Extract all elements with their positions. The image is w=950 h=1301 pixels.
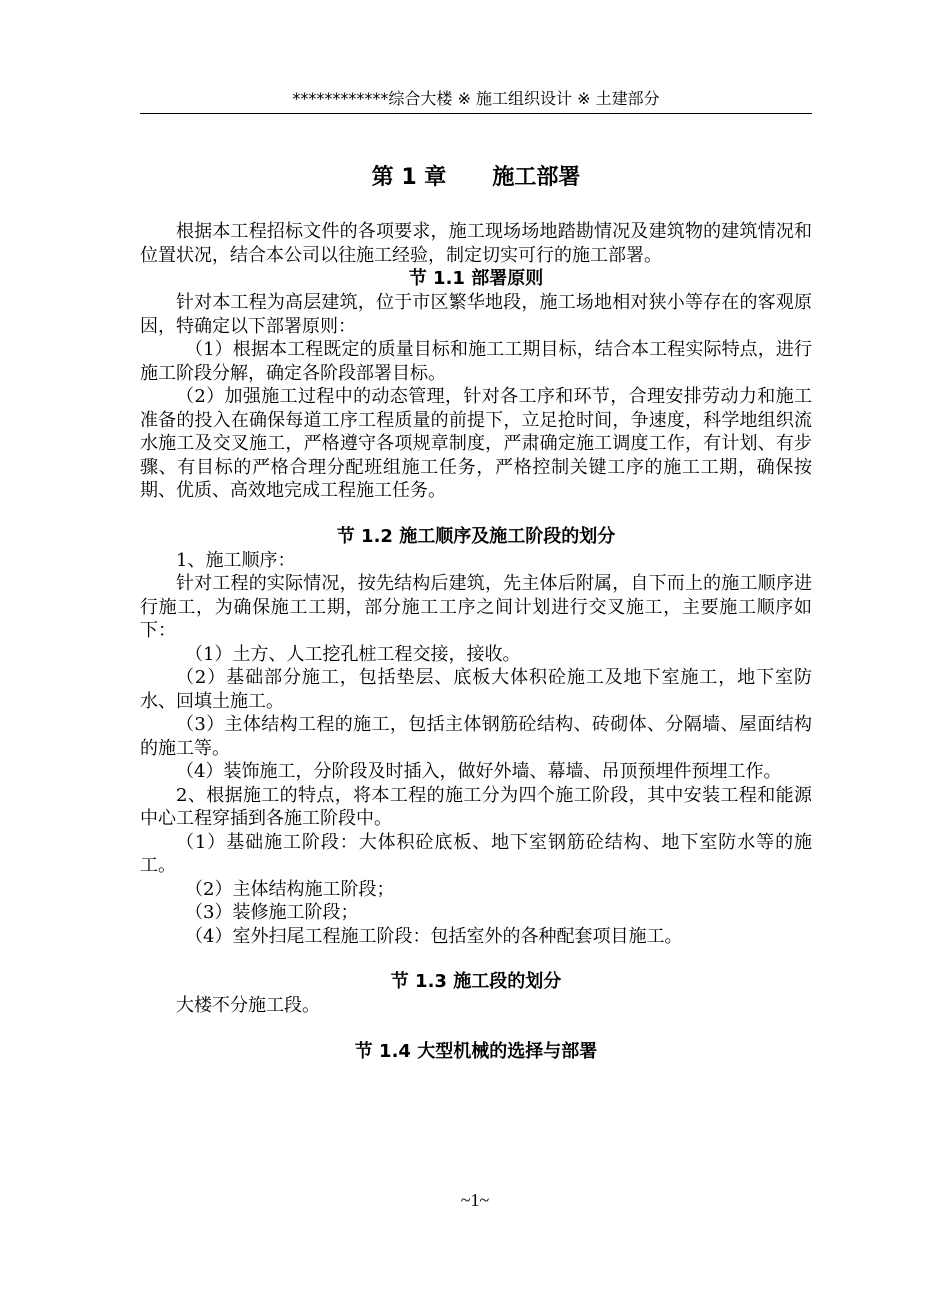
paragraph: 针对本工程为高层建筑，位于市区繁华地段，施工场地相对狭小等存在的客观原因，特确定以下部署原则： — [140, 292, 812, 337]
spacer — [140, 503, 812, 525]
paragraph: 大楼不分施工段。 — [176, 995, 320, 1016]
spacer — [140, 1018, 812, 1040]
page-number: ~1~ — [460, 1190, 490, 1210]
list-item: （1）根据本工程既定的质量目标和施工工期目标，结合本工程实际特点，进行施工阶段分解，确定各阶段部署目标。 — [140, 339, 812, 384]
chapter-heading — [140, 160, 812, 196]
chapter-title: 施工部署 — [492, 165, 581, 190]
section-heading-1-3: 节 1.3 施工段的划分 — [390, 971, 562, 992]
list-item: （4）室外扫尾工程施工阶段：包括室外的各种配套项目施工。 — [185, 925, 683, 947]
list-item: （2）主体结构施工阶段； — [185, 878, 395, 900]
paragraph: 1、施工顺序： — [176, 549, 296, 571]
header-rule — [140, 113, 812, 114]
list-item: （1）土方、人工挖孔桩工程交接，接收。 — [185, 643, 521, 665]
section-heading-1-2: 节 1.2 施工顺序及施工阶段的划分 — [336, 525, 616, 547]
section-heading-1-4: 节 1.4 大型机械的选择与部署 — [354, 1040, 598, 1062]
list-item: （3）主体结构工程的施工，包括主体钢筋砼结构、砖砌体、分隔墙、屋面结构的施工等。 — [140, 714, 812, 759]
document-body — [140, 160, 812, 1064]
list-item: （3）装修施工阶段； — [185, 902, 359, 923]
paragraph: 2、根据施工的特点，将本工程的施工分为四个施工阶段，其中安装工程和能源中心工程穿插到各施工阶段中。 — [140, 784, 812, 829]
list-item: （4）装饰施工，分阶段及时插入，做好外墙、幕墙、吊顶预埋件预埋工作。 — [176, 761, 782, 782]
list-item: （2）加强施工过程中的动态管理，针对各工序和环节，合理安排劳动力和施工准备的投入在确保每道工序工程质量的前提下，立足抢时间，争速度，科学地组织流水施工及交叉施工，严格遵守各项规章制度，严肃确定施工调度工作，有计划、有步骤、有目标的严格合理分配班组施工任务，严格控制关键工序的施工工期，确保按期、优质、高效地完成工程施工任务。 — [140, 386, 812, 501]
spacer — [140, 948, 812, 970]
intro-paragraph: 根据本工程招标文件的各项要求，施工现场场地踏勘情况及建筑物的建筑情况和位置状况，结合本公司以往施工经验，制定切实可行的施工部署。 — [140, 221, 812, 266]
chapter-number: 第 1 章 — [371, 165, 447, 190]
paragraph: 针对工程的实际情况，按先结构后建筑，先主体后附属，自下而上的施工顺序进行施工，为确保施工工期，部分施工工序之间计划进行交叉施工，主要施工顺序如下： — [140, 573, 812, 641]
section-heading-1-1: 节 1.1 部署原则 — [408, 268, 544, 289]
list-item: （1）基础施工阶段：大体积砼底板、地下室钢筋砼结构、地下室防水等的施工。 — [140, 831, 812, 876]
running-header: ************综合大楼 ※ 施工组织设计 ※ 土建部分 — [292, 89, 660, 108]
list-item: （2）基础部分施工，包括垫层、底板大体积砼施工及地下室施工，地下室防水、回填土施工。 — [140, 667, 812, 712]
